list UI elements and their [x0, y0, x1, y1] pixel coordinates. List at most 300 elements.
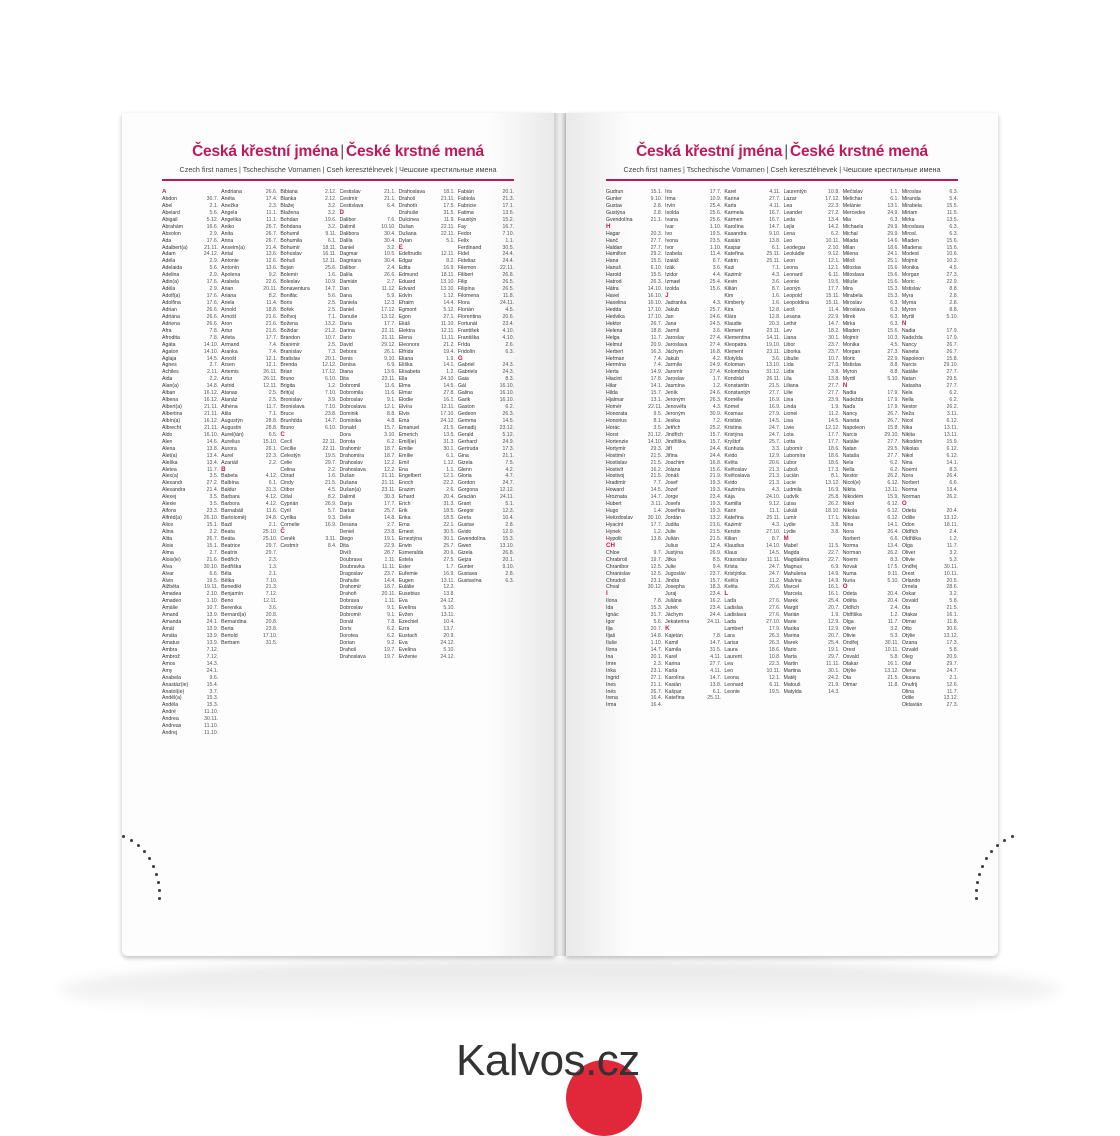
name-day-date: 27.6.	[768, 605, 781, 612]
first-name: Klaudius	[724, 542, 745, 549]
name-entry	[665, 501, 721, 508]
first-name: Lucián	[783, 473, 799, 480]
first-name: Nikol	[901, 452, 914, 459]
name-day-date: 13.10.	[499, 542, 515, 549]
name-entry	[221, 369, 277, 376]
name-entry	[902, 682, 958, 689]
first-name: Jakub	[665, 355, 680, 362]
first-name: Ornela	[901, 584, 918, 591]
name-day-date: 11.7.	[266, 404, 278, 411]
name-entry	[399, 251, 455, 258]
first-name: Drahoň	[339, 591, 357, 598]
name-day-date: 20.3.	[768, 320, 781, 327]
first-name: Adriána	[162, 313, 180, 320]
name-day-date: 4.11.	[710, 653, 722, 660]
name-entry	[843, 189, 899, 196]
name-entry	[665, 605, 721, 612]
first-name: Natálie	[901, 369, 919, 376]
first-name: Edvín	[398, 293, 412, 300]
name-day-date: 7.10.	[324, 404, 337, 411]
name-entry	[340, 342, 396, 349]
first-name: Jonáš	[665, 473, 680, 480]
name-entry	[162, 349, 218, 356]
first-name: Kondrád	[724, 376, 744, 383]
name-day-date: 6.3.	[890, 306, 899, 313]
name-day-date: 6.3.	[949, 230, 959, 237]
name-day-date: 23.3.	[206, 508, 219, 515]
name-entry	[843, 453, 899, 460]
name-day-date: 22.6.	[265, 279, 278, 286]
name-day-date: 27.2.	[206, 480, 219, 487]
first-name: Bedřich	[221, 556, 239, 563]
name-entry	[784, 307, 840, 314]
name-day-date: 14.1.	[946, 459, 959, 466]
first-name: Laurentýn	[783, 189, 807, 195]
name-day-date: 7.1.	[771, 265, 781, 272]
name-day-date: 13.5.	[443, 431, 455, 438]
name-day-date: 16.7.	[768, 209, 781, 216]
name-day-date: 30.10.	[203, 563, 219, 570]
name-day-date: 16.1.	[828, 584, 840, 591]
name-day-date: 12.1.	[828, 258, 840, 265]
name-entry	[724, 522, 780, 529]
first-name: Herta	[606, 369, 619, 376]
first-name: Kvido	[724, 480, 738, 487]
binding-hole	[975, 897, 978, 900]
first-name: Cyrilka	[280, 515, 297, 522]
name-entry	[162, 633, 218, 640]
first-name: Eduard	[398, 279, 416, 286]
first-name: Bronislava	[280, 404, 305, 411]
name-day-date: 5.6.	[327, 293, 337, 300]
name-entry	[724, 473, 780, 480]
first-name: Absolon	[162, 230, 181, 237]
first-name: Alen	[162, 438, 173, 445]
name-day-date: 8.5.	[712, 556, 722, 563]
first-name: Orest	[842, 646, 856, 653]
name-entry	[724, 265, 780, 272]
first-name: Onufrij	[901, 681, 918, 688]
name-day-date: 14.5.	[828, 417, 840, 424]
name-entry	[162, 689, 218, 696]
first-name: Nikolas	[901, 445, 919, 452]
name-day-date: 6.2.	[505, 404, 515, 411]
first-name: Nikodém	[842, 494, 864, 501]
name-day-date: 24.1.	[887, 251, 899, 258]
first-name: Eufemie	[398, 570, 418, 577]
name-day-date: 27.4.	[709, 334, 722, 341]
first-name: Dalibora	[339, 230, 359, 237]
name-day-date: 4.5.	[505, 306, 515, 313]
first-name: Adam	[162, 251, 176, 258]
name-day-date: 16.1.	[828, 591, 840, 598]
name-entry	[399, 557, 455, 564]
name-entry	[784, 467, 840, 474]
name-day-date: 20.3.	[650, 230, 663, 237]
name-day-date: 3.5.	[209, 473, 219, 480]
name-entry	[902, 529, 958, 536]
name-day-date: 11.6.	[384, 390, 396, 397]
name-day-date: 20.1.	[324, 355, 337, 362]
name-day-date: 24.11.	[707, 619, 722, 626]
name-entry	[902, 432, 958, 439]
name-entry	[606, 300, 662, 307]
left-page-title: Česká křestní jména | České krstné mená	[192, 143, 484, 160]
name-entry	[843, 598, 899, 605]
first-name: Alois(ie)	[162, 556, 181, 563]
first-name: Josef	[665, 480, 678, 487]
first-name: Otakar	[901, 612, 918, 619]
first-name: Florentina	[457, 313, 481, 320]
first-name: Kaspar	[724, 244, 741, 251]
name-day-date: 16.10.	[203, 431, 219, 438]
name-entry	[665, 515, 721, 522]
name-day-date: 14.10.	[647, 438, 663, 445]
first-name: Babeta	[221, 473, 238, 480]
first-name: Hvězdoslav	[606, 515, 633, 522]
first-name: Darius	[339, 508, 355, 515]
name-day-date: 12.2.	[384, 466, 396, 473]
name-entry	[340, 557, 396, 564]
name-entry	[665, 571, 721, 578]
name-entry	[162, 550, 218, 557]
name-entry	[902, 328, 958, 335]
name-entry	[665, 376, 721, 383]
name-entry	[280, 314, 336, 321]
name-day-date: 2.5.	[268, 390, 278, 397]
first-name: Ella	[398, 376, 408, 383]
name-day-date: 3.2.	[949, 549, 959, 556]
first-name: Lubomíra	[783, 452, 806, 459]
first-name: Konstantýn	[724, 390, 751, 397]
first-name: Mstislav	[842, 362, 862, 369]
first-name: Jugosláv	[665, 570, 686, 577]
name-day-date: 26.9.	[324, 501, 337, 508]
first-name: Jaroslava	[665, 341, 688, 348]
name-day-date: 13.4.	[828, 216, 840, 223]
name-day-date: 15.7.	[709, 577, 722, 584]
name-day-date: 27.10.	[766, 619, 781, 626]
first-name: Lea	[783, 202, 793, 209]
name-entry	[902, 668, 958, 675]
first-name: Judita	[665, 522, 680, 528]
first-name: Milada	[842, 237, 858, 244]
first-name: Klaudie	[724, 320, 742, 327]
name-entry	[162, 411, 218, 418]
first-name: Miroslav	[842, 300, 862, 306]
name-entry	[665, 238, 721, 245]
name-day-date: 26.6.	[206, 313, 219, 320]
name-day-date: 28.8.	[265, 417, 278, 424]
name-day-date: 1.7.	[446, 563, 455, 570]
right-page-header	[566, 143, 998, 174]
first-name: Alva	[162, 563, 173, 570]
name-entry	[340, 473, 396, 480]
first-name: Hugo	[606, 508, 619, 515]
name-day-date: 31.12.	[766, 369, 781, 376]
name-day-date: 13.6.	[384, 369, 396, 376]
name-entry	[280, 217, 336, 224]
name-day-date: 17.10.	[647, 306, 663, 313]
first-name: Alvin	[162, 577, 174, 584]
name-day-date: 12.5.	[650, 570, 663, 577]
name-entry	[399, 446, 455, 453]
first-name: Květoslav	[724, 466, 747, 473]
name-entry	[162, 238, 218, 245]
first-name: Fatima	[457, 209, 474, 216]
name-day-date: 29.7.	[324, 459, 337, 466]
first-name: Aurora	[221, 445, 237, 452]
first-name: Leonie	[724, 688, 740, 695]
first-name: Joachim	[665, 459, 685, 466]
name-entry	[162, 536, 218, 543]
first-name: Kilian	[724, 535, 738, 542]
first-name: Antonín	[221, 265, 240, 272]
name-day-date: 19.5.	[324, 452, 337, 459]
name-day-date: 12.2.	[443, 584, 455, 591]
name-entry	[340, 626, 396, 633]
name-day-date: 30.5.	[443, 528, 455, 535]
first-name: Ilja	[606, 626, 613, 633]
name-entry	[340, 654, 396, 661]
name-entry	[784, 564, 840, 571]
name-day-date: 8.1.	[653, 417, 663, 424]
name-entry	[784, 675, 840, 682]
first-name: Afrodita	[162, 334, 180, 341]
first-name: Nadežda	[842, 397, 864, 404]
name-entry	[902, 675, 958, 682]
name-entry	[724, 314, 780, 321]
first-name: Nina	[842, 522, 854, 528]
name-entry	[458, 480, 514, 487]
name-entry	[724, 293, 780, 300]
name-entry	[458, 571, 514, 578]
name-day-date: 19.3.	[709, 480, 722, 487]
name-day-date: 1.2.	[949, 535, 959, 542]
name-day-date: 26.5.	[502, 279, 515, 286]
name-entry	[784, 591, 840, 598]
name-entry	[843, 612, 899, 619]
name-entry	[340, 390, 396, 397]
name-entry	[458, 245, 514, 252]
first-name: Diego	[339, 535, 354, 542]
name-day-date: 23.1.	[650, 667, 663, 674]
name-day-date: 5.10.	[887, 376, 899, 383]
name-entry	[843, 543, 899, 550]
name-day-date: 15.6.	[887, 265, 899, 272]
first-name: Liliana	[783, 383, 799, 390]
name-entry	[221, 619, 277, 626]
name-day-date: 28.6.	[946, 584, 959, 591]
name-day-date: 9.10.	[502, 563, 515, 570]
first-name: Gustava	[457, 570, 478, 577]
name-day-date: 2.1.	[209, 202, 219, 209]
name-entry	[606, 515, 662, 522]
first-name: Nella	[901, 397, 914, 404]
first-name: Karina	[724, 195, 740, 202]
first-name: Ariela	[221, 300, 235, 306]
first-name: Leo	[783, 237, 793, 244]
first-name: Artur	[221, 327, 233, 334]
first-name: Elektra	[398, 327, 415, 334]
letter-heading: K	[665, 625, 670, 633]
name-entry	[280, 515, 336, 522]
name-entry	[665, 383, 721, 390]
name-day-date: 16.10.	[647, 300, 663, 306]
name-entry	[221, 314, 277, 321]
letter-heading: G	[457, 354, 463, 362]
name-day-date: 23.9.	[828, 397, 840, 404]
name-day-date: 1.11.	[384, 598, 396, 605]
name-entry	[399, 210, 455, 217]
name-day-date: 12.1.	[768, 674, 781, 681]
name-entry	[458, 376, 514, 383]
name-day-date: 26.3.	[768, 633, 781, 639]
first-name: Hanč	[606, 237, 619, 244]
first-name: Lejla	[783, 223, 795, 230]
first-name: Bořek	[280, 306, 294, 313]
first-name: Dominik	[339, 411, 359, 417]
name-day-date: 20.4.	[887, 598, 899, 605]
name-day-date: 15.7.	[384, 424, 396, 431]
first-name: Jozef	[665, 487, 678, 494]
name-entry	[399, 453, 455, 460]
name-day-date: 15.3.	[887, 286, 899, 293]
name-day-date: 30.11.	[204, 716, 219, 723]
name-entry	[784, 473, 840, 480]
name-entry	[399, 460, 455, 467]
name-entry	[458, 529, 514, 536]
name-entry	[665, 633, 721, 640]
name-entry	[340, 258, 396, 265]
name-day-date: 18.6.	[828, 459, 840, 466]
name-entry	[784, 529, 840, 536]
name-entry	[340, 640, 396, 647]
name-day-date: 13.8.	[828, 376, 840, 383]
name-day-date: 12.3.	[502, 508, 515, 515]
name-day-date: 2.1.	[949, 674, 959, 681]
name-entry	[902, 245, 958, 252]
name-day-date: 3.2.	[949, 591, 959, 598]
name-entry	[606, 529, 662, 536]
first-name: Denisa	[339, 362, 356, 369]
name-entry	[665, 390, 721, 397]
name-day-date: 31.5.	[265, 639, 278, 646]
name-entry	[162, 314, 218, 321]
name-entry	[340, 411, 396, 418]
first-name: Božena	[280, 320, 298, 327]
first-name: Ábel	[162, 202, 173, 209]
name-day-date: 16.2.	[709, 598, 722, 605]
name-entry	[280, 439, 336, 446]
name-entry	[665, 314, 721, 321]
first-name: Dora	[339, 431, 351, 438]
first-name: Ondřej	[842, 639, 859, 646]
name-entry	[724, 682, 780, 689]
name-entry	[784, 460, 840, 467]
first-name: Marika	[783, 626, 800, 633]
first-name: Narcis	[901, 362, 917, 369]
first-name: Evženie	[398, 653, 418, 660]
first-name: Čestislav	[339, 189, 361, 195]
first-name: Harold	[606, 272, 622, 279]
name-day-date: 19.4.	[443, 348, 455, 355]
name-entry	[784, 265, 840, 272]
first-name: Jindřiška	[665, 438, 686, 445]
name-entry	[902, 390, 958, 397]
name-day-date: 16.6.	[206, 223, 219, 230]
name-day-date: 21.5.	[946, 605, 959, 612]
first-name: Blanka	[280, 195, 297, 202]
name-day-date: 14.8.	[384, 515, 396, 522]
name-entry	[399, 397, 455, 404]
name-entry	[458, 251, 514, 258]
first-name: Ondřej	[901, 563, 918, 570]
name-day-date: 6.7.	[712, 258, 722, 265]
first-name: Baldur	[221, 487, 237, 494]
name-day-date: 26.2.	[828, 501, 840, 508]
first-name: Afra	[162, 327, 172, 334]
name-entry	[843, 480, 899, 487]
first-name: Celestýn	[280, 452, 301, 459]
name-day-date: 22.11.	[648, 404, 663, 411]
name-day-date: 30.11.	[884, 639, 899, 646]
name-entry	[784, 543, 840, 550]
name-entry	[902, 369, 958, 376]
first-name: Filibert	[457, 272, 474, 279]
name-day-date: 16.9.	[828, 487, 840, 494]
letter-heading: N	[842, 382, 848, 390]
name-day-date: 6.3.	[890, 320, 899, 327]
name-entry	[902, 376, 958, 383]
name-day-date: 19.1.	[828, 646, 840, 653]
name-entry	[221, 473, 277, 480]
name-entry	[162, 661, 218, 668]
name-day-date: 21.5.	[650, 452, 663, 459]
name-entry	[843, 390, 899, 397]
name-day-date: 24.1.	[206, 667, 219, 674]
first-name: Marek	[783, 598, 798, 605]
name-entry	[724, 647, 780, 654]
name-day-date: 4.11.	[769, 202, 781, 209]
first-name: Elisabeta	[398, 369, 421, 376]
first-name: Kimberly	[724, 300, 745, 306]
name-entry	[280, 543, 336, 550]
name-day-date: 11.12.	[381, 286, 396, 293]
name-day-date: 25.11.	[766, 258, 781, 265]
name-entry	[221, 251, 277, 258]
name-day-date: 26.11.	[766, 376, 781, 383]
first-name: Hilar	[606, 383, 617, 390]
first-name: Kornel	[724, 404, 740, 411]
name-entry	[221, 279, 277, 286]
first-name: Branimír	[280, 341, 300, 348]
first-name: Leona	[724, 674, 739, 681]
name-entry	[665, 210, 721, 217]
first-name: Orest	[901, 570, 915, 577]
name-day-date: 8.3.	[949, 466, 959, 473]
name-day-date: 12.1.	[443, 473, 455, 480]
first-name: Marie	[783, 619, 797, 626]
first-name: Dalibor	[339, 216, 356, 223]
name-day-date: 9.10.	[768, 230, 781, 237]
name-day-date: 14.7.	[650, 494, 663, 501]
first-name: Evelína	[398, 605, 416, 612]
first-name: Nikodém	[901, 438, 923, 445]
name-day-date: 5.10.	[443, 646, 455, 653]
first-name: Marina	[783, 633, 800, 639]
name-entry	[606, 272, 662, 279]
